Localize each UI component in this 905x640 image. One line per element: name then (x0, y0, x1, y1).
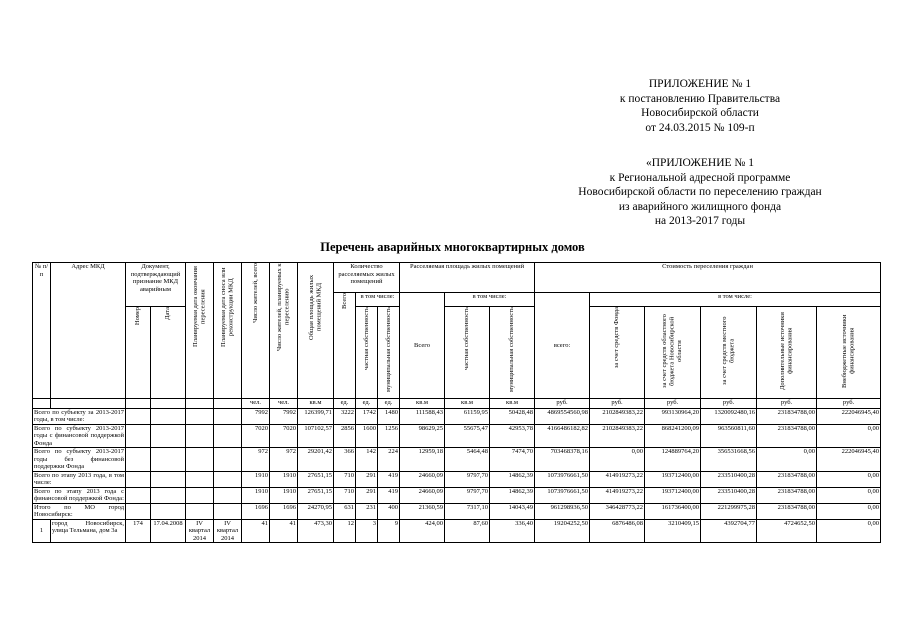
value-cell: 42953,78 (490, 424, 535, 448)
house-row (33, 519, 881, 543)
value-cell: 27651,15 (298, 487, 334, 503)
empty-cell (151, 471, 186, 487)
unit-cell: ед. (378, 398, 400, 408)
value-cell: 0,00 (817, 424, 881, 448)
empty-cell (214, 424, 242, 448)
empty-cell (151, 487, 186, 503)
value-cell: 631 (334, 503, 356, 519)
value-cell: 27651,15 (298, 471, 334, 487)
value-cell: 1320092480,16 (701, 408, 757, 424)
value-cell: 19204252,50 (535, 519, 590, 543)
col-resettlement-end: Планируемая дата окончания переселения (186, 263, 214, 399)
empty-cell (126, 471, 151, 487)
value-cell: 221299975,28 (701, 503, 757, 519)
value-cell: 222046945,40 (817, 408, 881, 424)
value-cell: 2856 (334, 424, 356, 448)
col-document: Документ, подтверждающий признание МКД аварийным (126, 263, 186, 307)
col-premises-including: в том числе: (356, 293, 400, 307)
empty-cell (126, 503, 151, 519)
value-cell: 55675,47 (445, 424, 490, 448)
value-cell: 473,30 (298, 519, 334, 543)
unit-cell: руб. (701, 398, 757, 408)
value-cell: 414919273,22 (590, 487, 645, 503)
empty-cell (186, 503, 214, 519)
empty-cell (186, 448, 214, 472)
value-cell: 161736400,00 (645, 503, 701, 519)
summary-row (33, 448, 881, 472)
value-cell: 972 (242, 448, 270, 472)
col-residents-total: Число жителей, всего (242, 263, 270, 399)
empty-cell (214, 503, 242, 519)
appendix-line: к Региональной адресной программе (609, 171, 791, 184)
value-cell: 414919273,22 (590, 471, 645, 487)
col-cost-regional: за счет средств областного бюджета Новосибирской области (645, 307, 701, 399)
col-resettled-premises: Количество расселяемых жилых помещений (334, 263, 400, 293)
value-cell: 291 (356, 471, 378, 487)
value-cell: 1480 (378, 408, 400, 424)
empty-cell (214, 487, 242, 503)
value-cell: 231834788,00 (757, 408, 817, 424)
value-cell: 233510400,28 (701, 487, 757, 503)
value-cell: 7992 (242, 408, 270, 424)
summary-label: Итого по МО город Новосибирск: (34, 503, 124, 518)
house-resettlement-end: IV квартал 2014 (186, 519, 214, 543)
empty-cell (126, 448, 151, 472)
value-cell: 419 (378, 487, 400, 503)
empty-cell (126, 408, 151, 424)
house-doc-date: 17.04.2008 (151, 519, 186, 543)
value-cell: 6876486,08 (590, 519, 645, 543)
approval-line: от 24.03.2015 № 109-п (645, 121, 755, 134)
value-cell: 231834788,00 (757, 487, 817, 503)
unit-cell: кв.м (400, 398, 445, 408)
value-cell: 142 (356, 448, 378, 472)
value-cell: 1910 (242, 471, 270, 487)
appendix-line: Новосибирской области по переселению граждан (578, 186, 822, 198)
col-doc-date: Дата (151, 307, 186, 399)
col-residents-planned: Число жителей, планируемых к переселению (270, 263, 298, 399)
value-cell: 7317,10 (445, 503, 490, 519)
approval-line: ПРИЛОЖЕНИЕ № 1 (648, 78, 752, 90)
value-cell: 2102849383,22 (590, 408, 645, 424)
house-address: город Новосибирск, улица Тельмана, дом 3а (51, 519, 126, 543)
empty-cell (126, 487, 151, 503)
col-cost-total: всего: (535, 293, 590, 399)
value-cell: 346428773,22 (590, 503, 645, 519)
unit-cell: ед. (334, 398, 356, 408)
value-cell: 124889764,20 (645, 448, 701, 472)
col-premises-all: Всего (334, 293, 356, 399)
value-cell: 233510400,28 (701, 471, 757, 487)
value-cell: 50428,48 (490, 408, 535, 424)
unit-cell: чел. (242, 398, 270, 408)
value-cell: 4392704,77 (701, 519, 757, 543)
value-cell: 972 (270, 448, 298, 472)
empty-cell (151, 503, 186, 519)
col-cost: Стоимость переселения граждан (535, 263, 881, 293)
appendix-line: из аварийного жилищного фонда (618, 200, 782, 213)
col-area-all: Всего (400, 293, 445, 399)
unit-cell: кв.м (490, 398, 535, 408)
col-address: Адрес МКД (51, 263, 126, 399)
value-cell: 231834788,00 (757, 503, 817, 519)
value-cell: 1696 (242, 503, 270, 519)
value-cell: 9797,70 (445, 487, 490, 503)
value-cell: 12 (334, 519, 356, 543)
value-cell: 231 (356, 503, 378, 519)
value-cell: 87,60 (445, 519, 490, 543)
value-cell: 4869554560,98 (535, 408, 590, 424)
value-cell: 231834788,00 (757, 424, 817, 448)
value-cell: 710 (334, 471, 356, 487)
col-demolition: Планируемая дата сноса или реконструкции МКД (214, 263, 242, 399)
units-row (33, 398, 881, 408)
value-cell: 224 (378, 448, 400, 472)
house-doc-number: 174 (126, 519, 151, 543)
summary-label: Всего по субъекту за 2013-2017 годы, в том числе: (34, 408, 124, 423)
unit-cell: руб. (645, 398, 701, 408)
value-cell: 1742 (356, 408, 378, 424)
col-cost-local: за счет средств местного бюджета (701, 307, 757, 399)
col-area-total: Общая площадь жилых помещений МКД (298, 263, 334, 399)
summary-row (33, 503, 881, 519)
col-cost-fund: за счет средств Фонда (590, 307, 645, 399)
col-cost-additional: Дополнительные источники финансирования (757, 307, 817, 399)
houses-table (32, 262, 881, 543)
col-area-municipal: муниципальная собственность (490, 307, 535, 399)
summary-label: Всего по субъекту 2013-2017 годы с финансовой поддержкой Фонда (34, 424, 124, 447)
empty-cell (151, 448, 186, 472)
house-num: 1 (33, 519, 51, 543)
col-area-including: в том числе: (445, 293, 535, 307)
value-cell: 14862,39 (490, 487, 535, 503)
value-cell: 9 (378, 519, 400, 543)
value-cell: 126399,71 (298, 408, 334, 424)
empty-cell (186, 424, 214, 448)
value-cell: 5464,48 (445, 448, 490, 472)
value-cell: 1696 (270, 503, 298, 519)
value-cell: 7020 (242, 424, 270, 448)
value-cell: 7020 (270, 424, 298, 448)
unit-cell: руб. (535, 398, 590, 408)
approval-line: к постановлению Правительства (619, 92, 781, 105)
value-cell: 703468378,16 (535, 448, 590, 472)
value-cell: 3 (356, 519, 378, 543)
value-cell: 0,00 (817, 503, 881, 519)
value-cell: 1910 (270, 471, 298, 487)
value-cell: 1600 (356, 424, 378, 448)
value-cell: 2102849383,22 (590, 424, 645, 448)
house-demolition: IV квартал 2014 (214, 519, 242, 543)
unit-cell: кв.м (298, 398, 334, 408)
value-cell: 193712400,00 (645, 471, 701, 487)
value-cell: 424,00 (400, 519, 445, 543)
value-cell: 291 (356, 487, 378, 503)
value-cell: 366 (334, 448, 356, 472)
col-premises-private: частная собственность (356, 307, 378, 399)
value-cell: 3222 (334, 408, 356, 424)
value-cell: 0,00 (817, 519, 881, 543)
value-cell: 710 (334, 487, 356, 503)
document-title: Перечень аварийных многоквартирных домов (320, 240, 585, 254)
approval-line: Новосибирской области (641, 107, 759, 119)
empty-cell (186, 487, 214, 503)
summary-label: Всего по этапу 2013 года, в том числе: (34, 471, 124, 486)
col-premises-municipal: муниципальная собственность (378, 307, 400, 399)
unit-cell: ед. (356, 398, 378, 408)
value-cell: 0,00 (757, 448, 817, 472)
summary-label: Всего по субъекту 2013-2017 годы без финансовой поддержки Фонда (34, 448, 124, 470)
summary-label: Всего по этапу 2013 года с финансовой поддержкой Фонда: (34, 487, 124, 502)
summary-row (33, 471, 881, 487)
unit-cell: чел. (270, 398, 298, 408)
value-cell: 1073976661,50 (535, 487, 590, 503)
empty-cell (186, 471, 214, 487)
value-cell: 1073976661,50 (535, 471, 590, 487)
value-cell: 1910 (242, 487, 270, 503)
value-cell: 61159,95 (445, 408, 490, 424)
value-cell: 0,00 (590, 448, 645, 472)
col-resettled-area: Расселяемая площадь жилых помещений (400, 263, 535, 293)
col-area-private: частная собственность (445, 307, 490, 399)
col-cost-including: в том числе: (590, 293, 881, 307)
value-cell: 222046945,40 (817, 448, 881, 472)
value-cell: 14862,39 (490, 471, 535, 487)
value-cell: 0,00 (817, 487, 881, 503)
empty-cell (214, 471, 242, 487)
value-cell: 41 (270, 519, 298, 543)
appendix-line: на 2013-2017 годы (654, 215, 746, 227)
value-cell: 1910 (270, 487, 298, 503)
value-cell: 4166486182,82 (535, 424, 590, 448)
value-cell: 98629,25 (400, 424, 445, 448)
value-cell: 400 (378, 503, 400, 519)
value-cell: 7474,70 (490, 448, 535, 472)
unit-cell: руб. (817, 398, 881, 408)
value-cell: 3210409,15 (645, 519, 701, 543)
value-cell: 24660,09 (400, 487, 445, 503)
value-cell: 29201,42 (298, 448, 334, 472)
appendix-header (540, 156, 860, 229)
value-cell: 868241200,09 (645, 424, 701, 448)
value-cell: 961298936,50 (535, 503, 590, 519)
unit-cell: руб. (757, 398, 817, 408)
value-cell: 0,00 (817, 471, 881, 487)
value-cell: 12959,18 (400, 448, 445, 472)
value-cell: 9797,70 (445, 471, 490, 487)
value-cell: 1256 (378, 424, 400, 448)
empty-cell (151, 408, 186, 424)
value-cell: 7992 (270, 408, 298, 424)
value-cell: 963560811,60 (701, 424, 757, 448)
value-cell: 41 (242, 519, 270, 543)
empty-cell (186, 408, 214, 424)
value-cell: 193712400,00 (645, 487, 701, 503)
summary-row (33, 487, 881, 503)
value-cell: 111588,43 (400, 408, 445, 424)
value-cell: 336,40 (490, 519, 535, 543)
col-num: № п/п (33, 263, 51, 399)
value-cell: 993130964,20 (645, 408, 701, 424)
empty-cell (126, 424, 151, 448)
unit-cell: кв.м (445, 398, 490, 408)
empty-cell (214, 408, 242, 424)
summary-row (33, 408, 881, 424)
value-cell: 21360,59 (400, 503, 445, 519)
unit-cell: руб. (590, 398, 645, 408)
value-cell: 356531668,56 (701, 448, 757, 472)
col-doc-number: Номер (126, 307, 151, 399)
value-cell: 231834788,00 (757, 471, 817, 487)
empty-cell (214, 448, 242, 472)
approval-stamp (540, 77, 860, 135)
value-cell: 107102,57 (298, 424, 334, 448)
value-cell: 24270,95 (298, 503, 334, 519)
value-cell: 419 (378, 471, 400, 487)
value-cell: 14043,49 (490, 503, 535, 519)
col-cost-extrabudgetary: Внебюджетные источники финансирования (817, 307, 881, 399)
appendix-line: «ПРИЛОЖЕНИЕ № 1 (645, 157, 754, 169)
value-cell: 4724652,50 (757, 519, 817, 543)
empty-cell (151, 424, 186, 448)
summary-row (33, 424, 881, 448)
value-cell: 24660,09 (400, 471, 445, 487)
